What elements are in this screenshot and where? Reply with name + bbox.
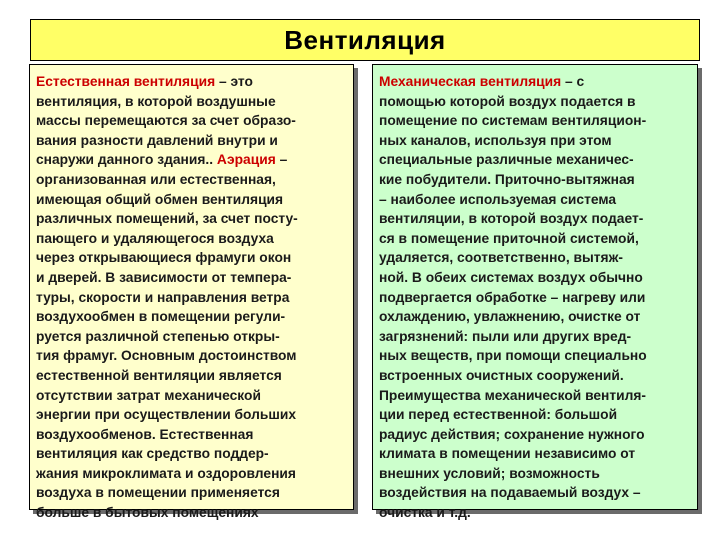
mechanical-ventilation-panel: [372, 64, 698, 521]
text-segment: воздействия на подаваемый воздух –: [379, 485, 641, 501]
text-line: [379, 111, 693, 131]
text-segment: ной. В обеих системах воздух обычно: [379, 269, 643, 285]
text-line: [379, 425, 693, 445]
highlighted-term: Механическая вентиляция: [379, 74, 562, 89]
text-line: [379, 327, 693, 347]
text-line: [36, 92, 349, 112]
text-line: [36, 288, 349, 308]
text-line: [379, 483, 693, 503]
text-segment: охлаждению, увлажнению, очистке от: [379, 309, 641, 325]
text-line: [379, 190, 693, 210]
text-segment: снаружи данного здания..: [36, 152, 217, 168]
text-line: [36, 444, 349, 464]
text-line: [36, 190, 349, 210]
text-segment: воздухообменов. Естественная: [36, 426, 254, 442]
text-segment: отсутствии затрат механической: [36, 387, 261, 403]
text-line: [379, 209, 693, 229]
text-line: [36, 268, 349, 288]
text-line: [379, 444, 693, 464]
text-segment: различных помещений, за счет посту-: [36, 211, 298, 227]
text-segment: больше в бытовых помещениях: [36, 505, 259, 521]
text-segment: массы перемещаются за счет образо-: [36, 113, 296, 129]
text-segment: ных веществ, при помощи специально: [379, 348, 647, 364]
text-line: [379, 92, 693, 112]
text-segment: внешних условий; возможность: [379, 465, 600, 481]
text-line: [36, 425, 349, 445]
text-segment: – с: [561, 74, 585, 89]
text-segment: естественной вентиляции является: [36, 367, 282, 383]
text-line: [379, 170, 693, 190]
text-line: [379, 503, 693, 523]
text-line: [379, 150, 693, 170]
text-segment: воздуха в помещении применяется: [36, 485, 280, 501]
text-segment: климата в помещении независимо от: [379, 446, 636, 462]
text-line: [379, 346, 693, 366]
text-line: [379, 405, 693, 425]
text-segment: ции перед естественной: большой: [379, 407, 618, 423]
text-line: [36, 170, 349, 190]
text-line: [36, 327, 349, 347]
text-line: [36, 248, 349, 268]
text-segment: организованная или естественная,: [36, 171, 276, 187]
text-segment: вания разности давлений внутри и: [36, 132, 278, 148]
text-segment: загрязнений: пыли или других вред-: [379, 328, 632, 344]
text-segment: удаляется, соответственно, вытяж-: [379, 250, 623, 266]
text-segment: имеющая общий обмен вентиляция: [36, 191, 284, 207]
text-line: [36, 464, 349, 484]
text-segment: –: [275, 152, 288, 168]
text-segment: тия фрамуг. Основным достоинством: [36, 348, 297, 364]
text-segment: вентиляция, в которой воздушные: [36, 93, 276, 109]
text-segment: – наиболее используемая система: [379, 191, 617, 207]
text-segment: туры, скорости и направления ветра: [36, 289, 290, 305]
text-segment: – это: [215, 74, 253, 89]
text-segment: радиус действия; сохранение нужного: [379, 426, 645, 442]
text-segment: пающего и удаляющегося воздуха: [36, 230, 274, 246]
text-line: [379, 229, 693, 249]
highlighted-term: Естественная вентиляция: [36, 74, 216, 89]
text-segment: вентиляция как средство поддер-: [36, 446, 269, 462]
text-line: [36, 483, 349, 503]
text-segment: специальные различные механичес-: [379, 152, 634, 168]
text-segment: кие побудители. Приточно-вытяжная: [379, 171, 635, 187]
text-line: [379, 366, 693, 386]
text-line: [379, 307, 693, 327]
title-bar: [30, 19, 700, 61]
natural-ventilation-panel: [29, 64, 354, 521]
text-line: [36, 503, 349, 523]
text-segment: энергии при осуществлении больших: [36, 407, 297, 423]
text-line: [36, 229, 349, 249]
text-line: [36, 307, 349, 327]
text-line: [379, 131, 693, 151]
text-segment: воздухообмен в помещении регули-: [36, 309, 286, 325]
text-line: [379, 72, 693, 92]
text-segment: через открывающиеся фрамуги окон: [36, 250, 292, 266]
text-segment: очистка и т.д.: [379, 505, 471, 521]
text-line: [36, 405, 349, 425]
text-segment: встроенных очистных сооружений.: [379, 367, 624, 383]
text-line: [36, 386, 349, 406]
text-line: [36, 72, 349, 92]
text-segment: жания микроклимата и оздоровления: [36, 465, 296, 481]
text-segment: и дверей. В зависимости от темпера-: [36, 269, 292, 285]
text-segment: подвергается обработке – нагреву или: [379, 289, 646, 305]
text-line: [36, 131, 349, 151]
slide-title: Вентиляция: [284, 24, 446, 55]
text-line: [379, 268, 693, 288]
text-segment: помещение по системам вентиляцион-: [379, 113, 647, 129]
highlighted-term: Аэрация: [216, 152, 276, 168]
text-line: [379, 464, 693, 484]
text-line: [379, 386, 693, 406]
text-segment: вентиляции, в которой воздух подает-: [379, 211, 644, 227]
text-line: [36, 209, 349, 229]
text-line: [379, 248, 693, 268]
text-segment: ся в помещение приточной системой,: [379, 230, 639, 246]
text-segment: ных каналов, используя при этом: [379, 132, 612, 148]
text-segment: руется различной степенью откры-: [36, 328, 280, 344]
text-line: [36, 366, 349, 386]
text-segment: помощью которой воздух подается в: [379, 93, 636, 109]
text-line: [36, 346, 349, 366]
natural-ventilation-text: [36, 72, 349, 523]
text-line: [36, 150, 349, 170]
mechanical-ventilation-text: [379, 72, 693, 523]
text-segment: Преимущества механической вентиля-: [379, 387, 647, 403]
text-line: [379, 288, 693, 308]
text-line: [36, 111, 349, 131]
